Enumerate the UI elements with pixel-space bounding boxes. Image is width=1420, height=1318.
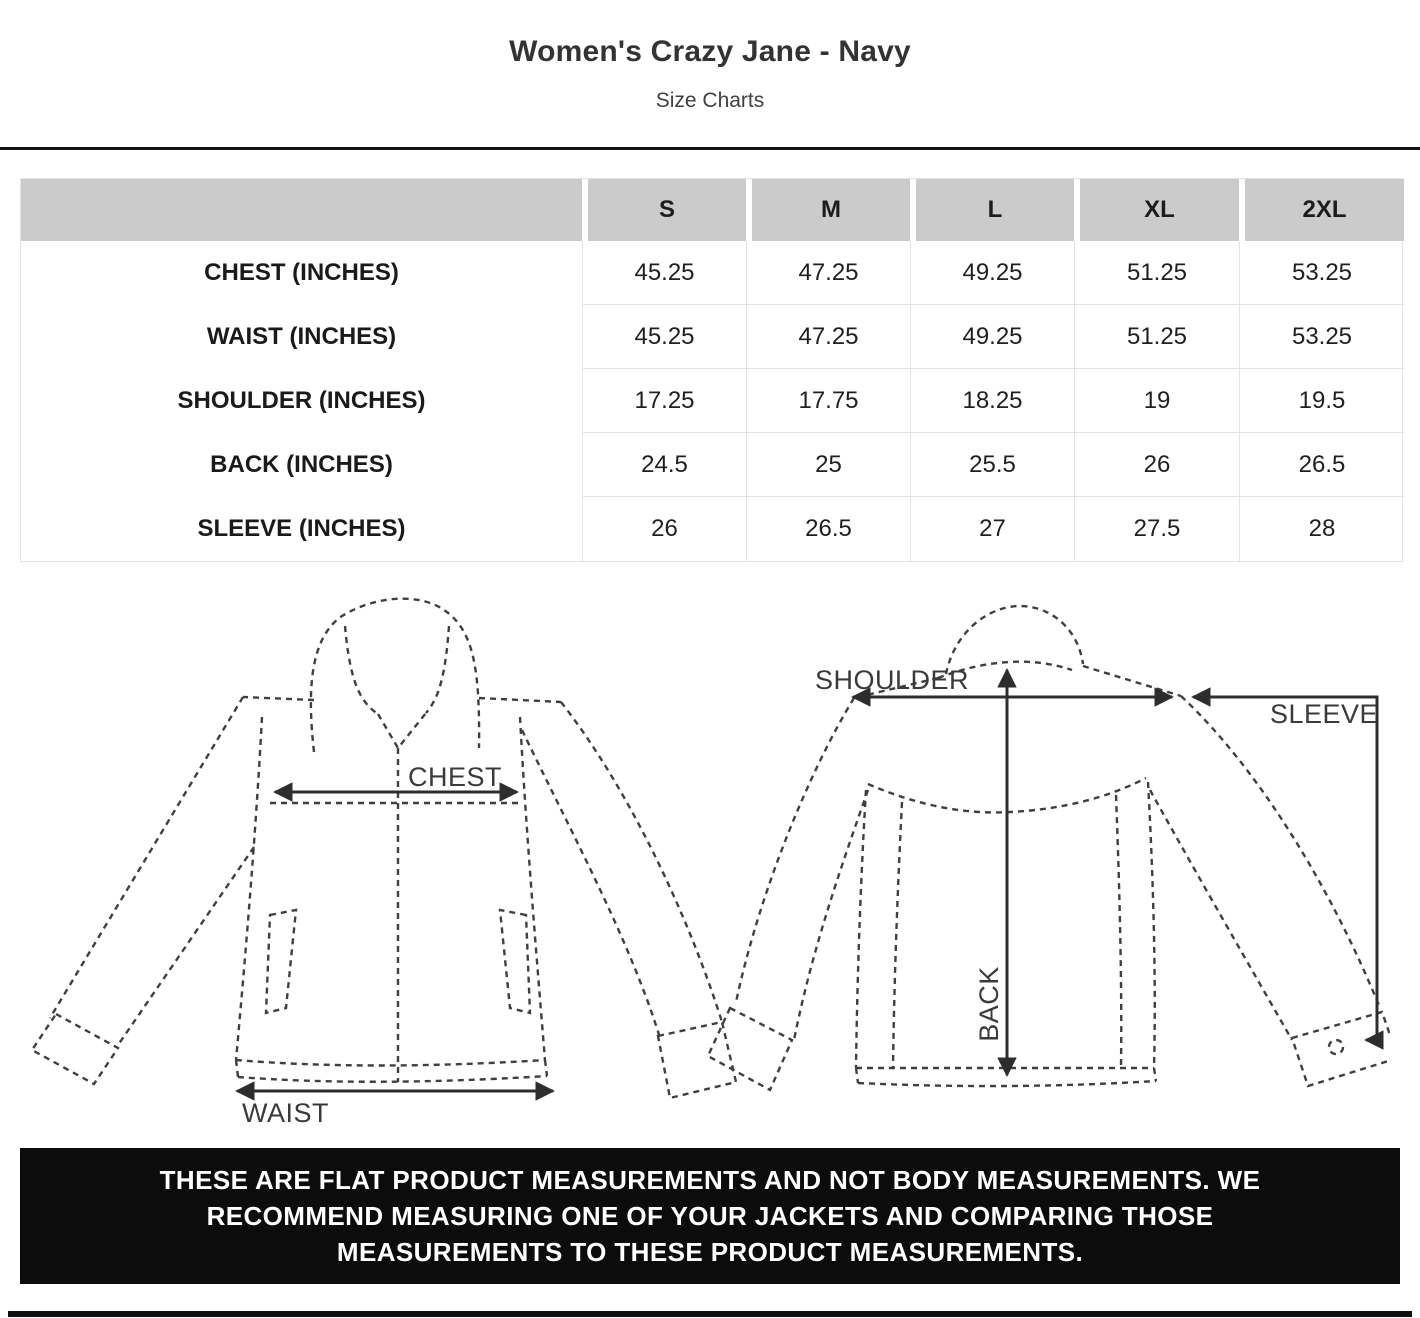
back-label: BACK	[974, 966, 1004, 1042]
sleeve-value-m: 26.5	[746, 497, 910, 561]
shoulder-label: SHOULDER	[814, 665, 970, 695]
back-value-m: 25	[746, 433, 910, 497]
chest-value-l: 49.25	[910, 241, 1074, 305]
notice-banner	[20, 1148, 1400, 1284]
chest-value-m: 47.25	[746, 241, 910, 305]
notice-text-line3: MEASUREMENTS TO THESE PRODUCT MEASUREMENTS.	[336, 1237, 1084, 1267]
top-divider	[0, 147, 1420, 150]
size-col-header-m: M	[746, 179, 910, 241]
jacket-measurement-diagram	[30, 590, 1390, 1146]
row-label-waist: WAIST (INCHES)	[206, 323, 397, 350]
sleeve-arrow	[1193, 697, 1377, 1040]
waist-value-l: 49.25	[910, 305, 1074, 369]
bottom-divider	[8, 1311, 1412, 1317]
size-col-header-s: S	[582, 179, 746, 241]
row-label-back: BACK (INCHES)	[210, 451, 393, 478]
back-value-2xl: 26.5	[1239, 433, 1404, 497]
size-col-header-xl: XL	[1074, 179, 1239, 241]
sleeve-value-l: 27	[910, 497, 1074, 561]
shoulder-value-l: 18.25	[910, 369, 1074, 433]
shoulder-value-s: 17.25	[582, 369, 746, 433]
row-label-sleeve: SLEEVE (INCHES)	[197, 515, 406, 542]
page-title: Women's Crazy Jane - Navy	[509, 35, 911, 68]
sleeve-label: SLEEVE	[1269, 699, 1379, 729]
size-col-header-2xl: 2XL	[1239, 179, 1404, 241]
size-col-header-l: L	[910, 179, 1074, 241]
cuff-button	[1329, 1040, 1343, 1054]
waist-value-xl: 51.25	[1074, 305, 1239, 369]
notice-text-line1: THESE ARE FLAT PRODUCT MEASUREMENTS AND NOT BODY MEASUREMENTS. WE	[159, 1165, 1261, 1195]
back-value-l: 25.5	[910, 433, 1074, 497]
chest-value-s: 45.25	[582, 241, 746, 305]
chest-value-xl: 51.25	[1074, 241, 1239, 305]
back-value-s: 24.5	[582, 433, 746, 497]
notice-text-line2: RECOMMEND MEASURING ONE OF YOUR JACKETS AND COMPARING THOSE	[206, 1201, 1214, 1231]
waist-value-2xl: 53.25	[1239, 305, 1404, 369]
back-jacket-drawing	[708, 606, 1390, 1090]
row-label-chest: CHEST (INCHES)	[204, 259, 399, 286]
shoulder-value-m: 17.75	[746, 369, 910, 433]
chest-label: CHEST	[407, 762, 503, 792]
size-chart-table	[20, 178, 1403, 562]
chest-value-2xl: 53.25	[1239, 241, 1404, 305]
shoulder-value-2xl: 19.5	[1239, 369, 1404, 433]
corner-header-cell	[21, 179, 582, 241]
back-value-xl: 26	[1074, 433, 1239, 497]
sleeve-value-s: 26	[582, 497, 746, 561]
waist-value-m: 47.25	[746, 305, 910, 369]
page-subtitle: Size Charts	[655, 89, 765, 112]
sleeve-value-xl: 27.5	[1074, 497, 1239, 561]
waist-value-s: 45.25	[582, 305, 746, 369]
shoulder-value-xl: 19	[1074, 369, 1239, 433]
sleeve-value-2xl: 28	[1239, 497, 1404, 561]
waist-label: WAIST	[242, 1098, 329, 1128]
front-jacket-drawing	[32, 599, 736, 1128]
row-label-shoulder: SHOULDER (INCHES)	[177, 387, 426, 414]
